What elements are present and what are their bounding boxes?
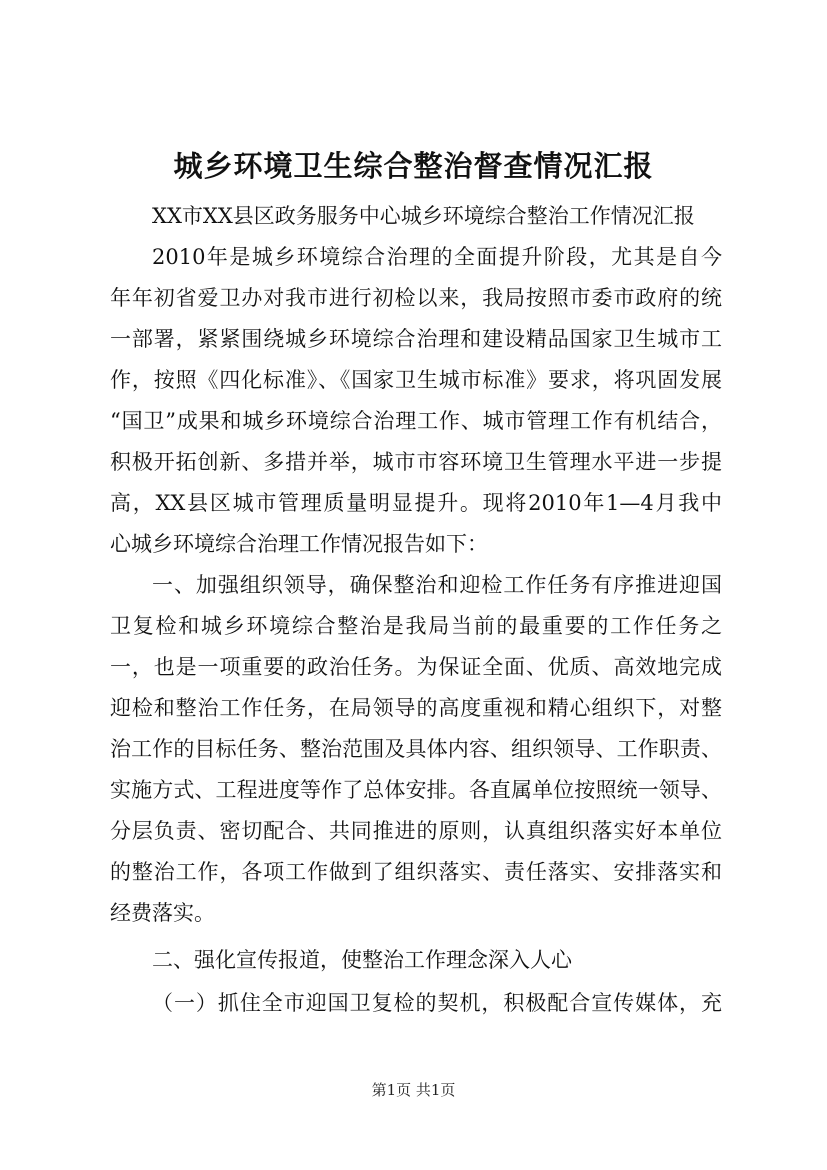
- section-heading: 二、强化宣传报道，使整治工作理念深入人心: [152, 948, 572, 972]
- paragraph-line: 一部署，紧紧围绕城乡环境综合治理和建设精品国家卫生城市工: [110, 327, 722, 351]
- paragraph-line: 一、加强组织领导，确保整治和迎检工作任务有序推进迎国: [152, 573, 722, 597]
- paragraph-line: 一，也是一项重要的政治任务。为保证全面、优质、高效地完成: [110, 655, 722, 679]
- paragraph-line: 2010年是城乡环境综合治理的全面提升阶段，尤其是自今: [152, 245, 722, 269]
- page-footer: 第1页 共1页: [371, 1081, 456, 1099]
- paragraph-line: 分层负责、密切配合、共同推进的原则，认真组织落实好本单位: [110, 819, 722, 843]
- paragraph-line: 治工作的目标任务、整治范围及具体内容、组织领导、工作职责、: [110, 737, 722, 761]
- paragraph-line: 作，按照《四化标准》、《国家卫生城市标准》要求，将巩固发展: [110, 368, 722, 392]
- paragraph-line: （一）抓住全市迎国卫复检的契机，积极配合宣传媒体，充: [152, 991, 722, 1015]
- paragraph-line: 的整治工作，各项工作做到了组织落实、责任落实、安排落实和: [110, 860, 722, 884]
- paragraph-line: 经费落实。: [110, 901, 215, 925]
- paragraph-line: 卫复检和城乡环境综合整治是我局当前的最重要的工作任务之: [110, 614, 722, 638]
- paragraph-line: 迎检和整治工作任务，在局领导的高度重视和精心组织下，对整: [110, 696, 722, 720]
- paragraph-line: 积极开拓创新、多措并举，城市市容环境卫生管理水平进一步提: [110, 450, 722, 474]
- paragraph-line: 心城乡环境综合治理工作情况报告如下：: [110, 532, 488, 556]
- paragraph-line: XX市XX县区政务服务中心城乡环境综合整治工作情况汇报: [152, 204, 695, 228]
- paragraph-line: 高，XX县区城市管理质量明显提升。现将2010年1—4月我中: [110, 491, 722, 515]
- document-title: 城乡环境卫生综合整治督查情况汇报: [173, 149, 654, 183]
- paragraph-line: “国卫”成果和城乡环境综合治理工作、城市管理工作有机结合，: [110, 409, 722, 433]
- paragraph-line: 实施方式、工程进度等作了总体安排。各直属单位按照统一领导、: [110, 778, 722, 802]
- paragraph-line: 年年初省爱卫办对我市进行初检以来，我局按照市委市政府的统: [110, 286, 722, 310]
